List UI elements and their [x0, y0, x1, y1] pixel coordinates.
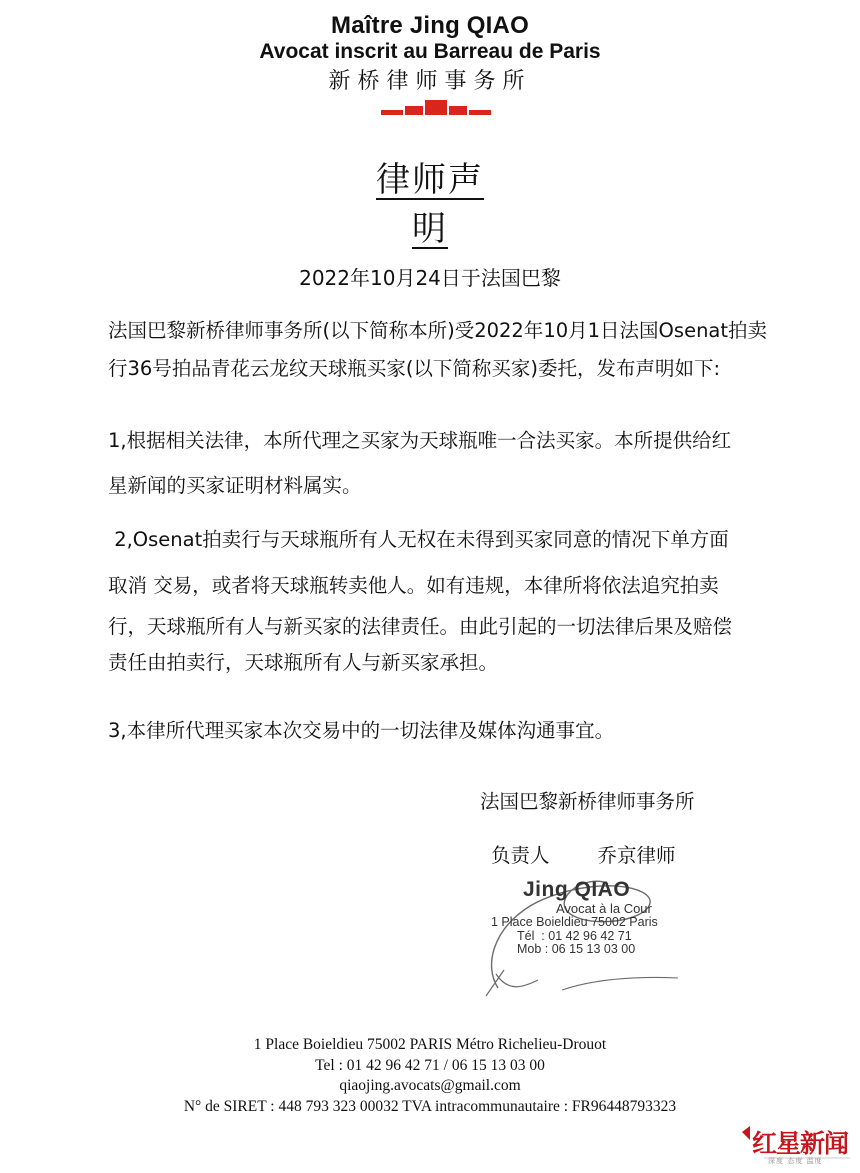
footer-address: 1 Place Boieldieu 75002 PARIS Métro Richelieu-Drouot [253, 1036, 607, 1053]
stamp-address: 1 Place Boieldieu 75002 Paris [491, 915, 658, 929]
stamp-name: Jing QIAO [523, 878, 631, 901]
lawyer-name: Maître Jing QIAO [331, 12, 529, 39]
watermark-tagline: 深度 态度 温度 [768, 1157, 823, 1165]
bar-registration: Avocat inscrit au Barreau de Paris [259, 40, 601, 63]
stamp-mob: Mob : 06 15 13 03 00 [517, 942, 636, 956]
item-line: 1,根据相关法律，本所代理之买家为天球瓶唯一合法买家。本所提供给红 [108, 429, 732, 452]
item-line: 责任由拍卖行，天球瓶所有人与新买家承担。 [108, 651, 499, 674]
intro-line: 法国巴黎新桥律师事务所(以下简称本所)受2022年10月1日法国Osenat拍卖 [108, 319, 768, 342]
intro-paragraph [108, 312, 768, 388]
item-line: 2,Osenat拍卖行与天球瓶所有人无权在未得到买家同意的情况下单方面 [108, 528, 729, 551]
responsible-name: 乔京律师 [597, 844, 676, 867]
responsible-label: 负责人 [491, 844, 550, 867]
statement-item-1 [108, 418, 768, 508]
watermark-text: 红星新闻 [752, 1129, 849, 1158]
statement-item-2 [108, 517, 768, 681]
page-title: 律师声明 [376, 160, 484, 249]
item-line: 星新闻的买家证明材料属实。 [108, 474, 362, 497]
stamp-tel: Tél : 01 42 96 42 71 [517, 929, 632, 943]
footer-email: qiaojing.avocats@gmail.com [339, 1077, 521, 1094]
signature-responsible [491, 840, 676, 868]
statement-item-3 [108, 712, 768, 750]
footer-siret: N° de SIRET : 448 793 323 00032 TVA intracommunautaire : FR96448793323 [183, 1098, 677, 1115]
statement-date: 2022年10月24日于法国巴黎 [299, 266, 561, 290]
footer-phone: Tel : 01 42 96 42 71 / 06 15 13 03 00 [315, 1057, 545, 1074]
item-line: 3,本律所代理买家本次交易中的一切法律及媒体沟通事宜。 [108, 719, 615, 742]
item-line: 取消 交易，或者将天球瓶转卖他人。如有违规，本律所将依法追究拍卖 [108, 574, 719, 597]
firm-logo-icon [381, 98, 491, 118]
signature-firm: 法国巴黎新桥律师事务所 [480, 790, 695, 813]
firm-name-cn: 新桥律师事务所 [328, 69, 532, 94]
stamp-role: Avocat à la Cour [556, 901, 652, 916]
item-line: 行，天球瓶所有人与新买家的法律责任。由此引起的一切法律后果及赔偿 [108, 615, 733, 638]
intro-line: 行36号拍品青花云龙纹天球瓶买家(以下简称买家)委托，发布声明如下: [108, 357, 721, 380]
